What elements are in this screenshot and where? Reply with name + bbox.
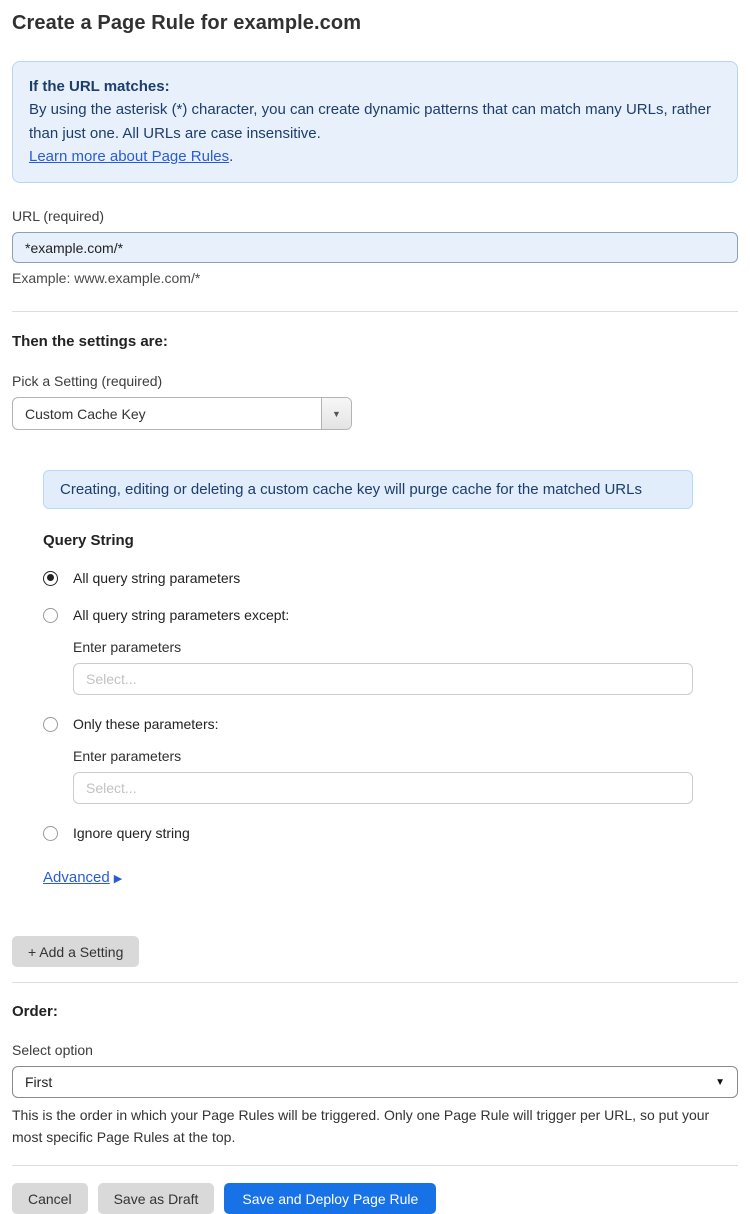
learn-more-link[interactable]: Learn more about Page Rules bbox=[29, 147, 230, 165]
url-field-label: URL (required) bbox=[12, 208, 105, 224]
radio-button-icon[interactable] bbox=[43, 571, 58, 586]
url-input[interactable] bbox=[12, 232, 738, 263]
radio-all-query-string-parameters[interactable] bbox=[43, 570, 738, 586]
setting-select[interactable] bbox=[12, 397, 352, 430]
page-title: Create a Page Rule for example.com bbox=[12, 12, 362, 34]
divider bbox=[12, 311, 738, 312]
radio-only-these-parameters[interactable] bbox=[43, 716, 738, 732]
cache-purge-notice-text: Creating, editing or deleting a custom cache key will purge cache for the matched URLs bbox=[60, 481, 642, 498]
url-example-text: Example: www.example.com/* bbox=[12, 270, 201, 286]
save-and-deploy-button[interactable]: Save and Deploy Page Rule bbox=[224, 1183, 436, 1214]
setting-select-value: Custom Cache Key bbox=[25, 405, 146, 422]
query-string-heading: Query String bbox=[43, 532, 134, 549]
radio-ignore-query-string[interactable] bbox=[43, 825, 738, 841]
radio-all-query-string-parameters-except[interactable] bbox=[43, 607, 738, 623]
url-match-info-box bbox=[12, 61, 738, 183]
order-heading: Order: bbox=[12, 1003, 58, 1020]
radio-label: All query string parameters except: bbox=[73, 607, 290, 623]
pick-setting-label: Pick a Setting (required) bbox=[12, 373, 163, 389]
chevron-down-icon: ▼ bbox=[715, 1076, 725, 1088]
except-parameters-input[interactable] bbox=[73, 663, 693, 695]
enter-parameters-label: Enter parameters bbox=[73, 748, 182, 764]
radio-label: Ignore query string bbox=[73, 825, 190, 841]
radio-label: All query string parameters bbox=[73, 570, 241, 586]
only-parameters-input[interactable] bbox=[73, 772, 693, 804]
radio-button-icon[interactable] bbox=[43, 608, 58, 623]
caret-right-icon[interactable]: ▶ bbox=[113, 873, 123, 885]
info-box-link-row bbox=[29, 145, 721, 168]
order-select[interactable] bbox=[12, 1066, 738, 1098]
order-select-value: First bbox=[25, 1074, 53, 1090]
enter-parameters-label: Enter parameters bbox=[73, 639, 182, 655]
advanced-row bbox=[43, 869, 738, 886]
footer-buttons bbox=[12, 1183, 738, 1214]
divider bbox=[12, 982, 738, 983]
add-setting-button[interactable]: + Add a Setting bbox=[12, 936, 139, 967]
link-period: . bbox=[229, 147, 234, 165]
radio-button-icon[interactable] bbox=[43, 717, 58, 732]
cancel-button[interactable]: Cancel bbox=[12, 1183, 88, 1214]
info-box-heading: If the URL matches: bbox=[29, 78, 170, 95]
divider bbox=[12, 1165, 738, 1166]
save-as-draft-button[interactable]: Save as Draft bbox=[98, 1183, 215, 1214]
info-box-body-text: By using the asterisk (*) character, you can create dynamic patterns that can match many URLs, rather than just one. All URLs are case insensitive. bbox=[29, 101, 711, 142]
info-box-body bbox=[29, 98, 721, 145]
chevron-down-icon: ▼ bbox=[332, 408, 341, 419]
order-select-label: Select option bbox=[12, 1042, 93, 1058]
radio-label: Only these parameters: bbox=[73, 716, 219, 732]
only-parameters-block bbox=[73, 748, 738, 804]
cache-purge-notice bbox=[43, 470, 693, 509]
advanced-link[interactable]: Advanced bbox=[43, 869, 110, 886]
except-parameters-block bbox=[73, 639, 738, 695]
radio-button-icon[interactable] bbox=[43, 826, 58, 841]
settings-section-heading: Then the settings are: bbox=[12, 333, 168, 350]
setting-select-arrow-button[interactable] bbox=[321, 398, 351, 429]
order-help-text: This is the order in which your Page Rules will be triggered. Only one Page Rule will trigger per URL, so put your most specific Page Rules at the top. bbox=[12, 1107, 710, 1145]
